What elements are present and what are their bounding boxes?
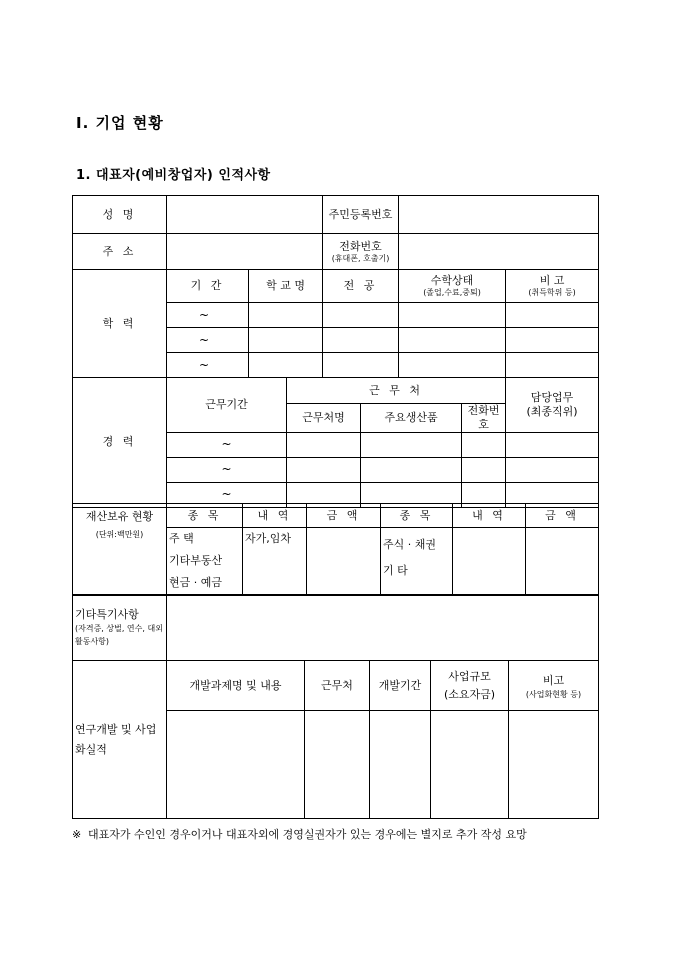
personal-info-table [72,195,599,508]
edu-period-1[interactable]: ~ [167,303,249,328]
special-label [73,596,167,661]
subsection-heading: 1. 대표자(예비창업자) 인적사항 [76,168,271,183]
edu-remark-3[interactable] [506,353,599,378]
rnd-table [72,660,599,819]
career-period-1[interactable]: ~ [167,432,287,457]
career-duty-2[interactable] [506,457,599,482]
note-mark: ※ [72,828,82,841]
assets-col-item-1: 종 목 [167,504,243,528]
address-label: 주 소 [73,234,167,270]
edu-col-status-text: 수학상태 [430,274,474,288]
asset-realestate: 기타부동산 [167,550,243,572]
special-field[interactable] [167,596,599,661]
edu-col-remark [506,270,599,303]
asset-right-items [381,528,453,595]
edu-col-period: 기 간 [167,270,249,303]
edu-period-2[interactable]: ~ [167,328,249,353]
resident-id-label: 주민등록번호 [323,196,399,234]
rnd-workplace-field[interactable] [305,711,370,819]
special-notes-table [72,595,599,661]
career-col-main-product: 주요생산품 [361,404,462,433]
assets-label-text: 재산보유 현황 [85,510,154,523]
assets-col-item-2: 종 목 [381,504,453,528]
assets-label [73,504,167,595]
career-workplace-2[interactable] [287,457,361,482]
edu-col-remark-sub: (취득학위 등) [528,288,576,298]
edu-remark-1[interactable] [506,303,599,328]
career-col-duty-sub: (최종직위) [526,404,578,418]
edu-school-1[interactable] [249,303,323,328]
special-label-sub: (자격증, 상벌, 연수, 대외활동사항) [75,624,163,647]
rnd-col-remark-text: 비고 [542,673,565,687]
edu-school-2[interactable] [249,328,323,353]
asset-housing: 주 택 [167,528,243,550]
rnd-col-scale [431,661,509,711]
note-text: 대표자가 수인인 경우이거나 대표자외에 경영실권자가 있는 경우에는 별지로 추가 작성 요망 [88,828,527,841]
footnote [72,826,612,844]
assets-col-amount-2: 금 액 [526,504,599,528]
rnd-col-period: 개발기간 [370,661,431,711]
edu-remark-2[interactable] [506,328,599,353]
edu-col-major: 전 공 [323,270,399,303]
edu-period-3[interactable]: ~ [167,353,249,378]
edu-major-2[interactable] [323,328,399,353]
career-col-duty [506,378,599,433]
rnd-col-scale-text: 사업규모 [448,669,491,683]
career-label: 경 력 [73,378,167,508]
rnd-col-title: 개발과제명 및 내용 [167,661,305,711]
edu-status-1[interactable] [399,303,506,328]
edu-major-1[interactable] [323,303,399,328]
rnd-col-remark [509,661,599,711]
career-phone-2[interactable] [462,457,506,482]
name-field[interactable] [167,196,323,234]
edu-status-3[interactable] [399,353,506,378]
career-period-2[interactable]: ~ [167,457,287,482]
edu-col-school: 학 교 명 [249,270,323,303]
rnd-label: 연구개발 및 사업화실적 [73,661,167,819]
edu-status-2[interactable] [399,328,506,353]
asset-stocks: 주식 · 채권 [383,538,436,551]
edu-school-3[interactable] [249,353,323,378]
assets-col-amount-1: 금 액 [307,504,381,528]
asset-cash: 현금 · 예금 [167,572,243,595]
asset-detail-2[interactable] [453,528,526,595]
rnd-remark-field[interactable] [509,711,599,819]
career-workplace-1[interactable] [287,432,361,457]
rnd-title-field[interactable] [167,711,305,819]
edu-col-status [399,270,506,303]
asset-amount-2[interactable] [526,528,599,595]
edu-major-3[interactable] [323,353,399,378]
education-label: 학 력 [73,270,167,378]
career-product-1[interactable] [361,432,462,457]
rnd-scale-field[interactable] [431,711,509,819]
asset-housing-detail[interactable]: 자가,임차 [243,528,307,595]
resident-id-field[interactable] [399,196,599,234]
phone-label-sub: (휴대폰, 호출기) [331,253,390,263]
assets-col-detail-2: 내 역 [453,504,526,528]
assets-table [72,503,599,595]
edu-col-status-sub: (졸업,수료,중퇴) [423,288,481,298]
name-label: 성 명 [73,196,167,234]
phone-label-text: 전화번호 [339,239,382,253]
career-col-phone: 전화번호 [462,404,506,433]
career-duty-1[interactable] [506,432,599,457]
address-field[interactable] [167,234,323,270]
asset-other: 기 타 [383,564,408,577]
rnd-period-field[interactable] [370,711,431,819]
phone-field[interactable] [399,234,599,270]
career-col-workplace: 근 무 처 [287,378,506,404]
assets-label-sub: (단위:백만원) [95,529,144,539]
phone-label [323,234,399,270]
assets-col-detail-1: 내 역 [243,504,307,528]
career-col-period: 근무기간 [167,378,287,433]
career-product-2[interactable] [361,457,462,482]
rnd-col-remark-sub: (사업화현황 등) [525,689,582,699]
career-period-3[interactable]: ~ [167,482,287,507]
special-label-text: 기타특기사항 [75,607,139,621]
career-col-workplace-name: 근무처명 [287,404,361,433]
edu-col-remark-text: 비 고 [539,274,565,288]
career-col-duty-text: 담당업무 [530,391,574,404]
section-heading: Ⅰ. 기업 현황 [76,114,164,132]
asset-amount-1[interactable] [307,528,381,595]
rnd-col-scale-sub: (소요자금) [443,687,496,701]
rnd-col-workplace: 근무처 [305,661,370,711]
career-phone-1[interactable] [462,432,506,457]
